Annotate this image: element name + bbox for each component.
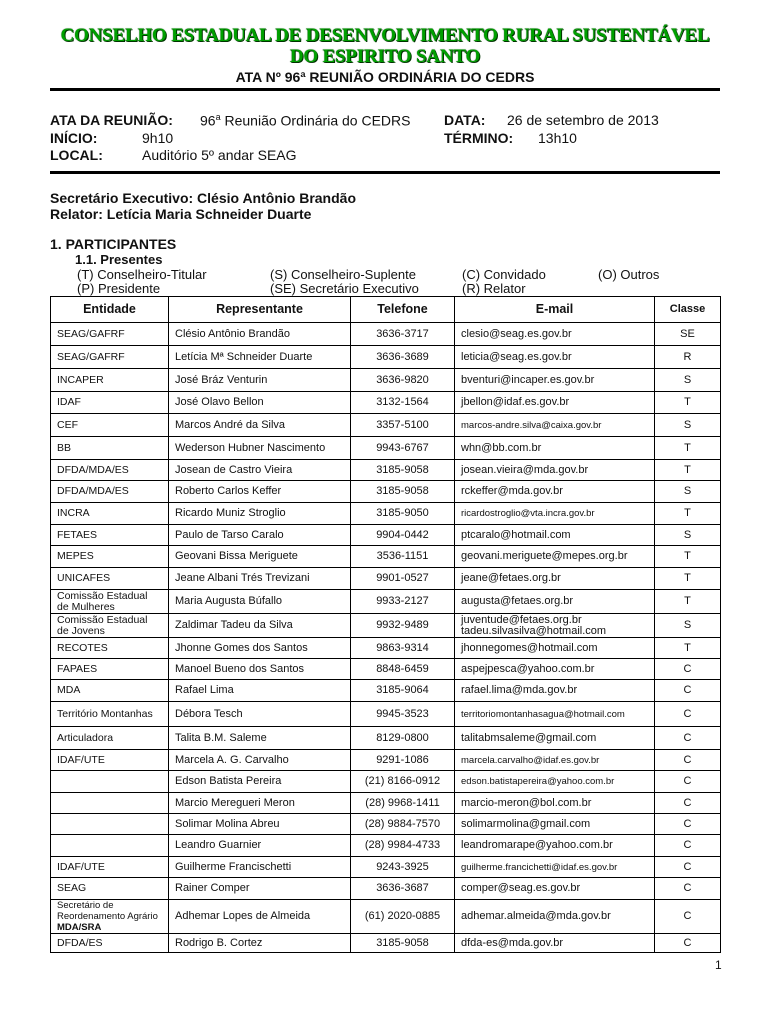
cell-entidade: FETAES (51, 525, 169, 546)
cell-entidade: Território Montanhas (51, 702, 169, 727)
cell-representante: Roberto Carlos Keffer (169, 481, 351, 503)
table-row (51, 392, 721, 414)
table-row (51, 590, 721, 614)
cell-entidade: SEAG/GAFRF (51, 323, 169, 346)
cell-email: ricardostroglio@vta.incra.gov.br (455, 503, 655, 525)
table-row (51, 793, 721, 814)
cell-classe: C (655, 659, 721, 680)
cell-email: jbellon@idaf.es.gov.br (455, 392, 655, 414)
termino-label: TÉRMINO: (444, 130, 514, 146)
cell-classe: C (655, 934, 721, 953)
cell-entidade: IDAF/UTE (51, 857, 169, 878)
cell-telefone: 3185-9058 (351, 934, 455, 953)
cell-email-line1: juventude@fetaes.org.br (461, 613, 582, 626)
table-row (51, 638, 721, 659)
table-row (51, 503, 721, 525)
cell-email: talitabmsaleme@gmail.com (455, 727, 655, 750)
cell-telefone: (28) 9884-7570 (351, 814, 455, 835)
data-value: 26 de setembro de 2013 (507, 112, 659, 128)
section-subheading: 1.1. Presentes (75, 252, 163, 267)
cell-classe: S (655, 525, 721, 546)
cell-representante: Marcos André da Silva (169, 414, 351, 437)
cell-representante: Ricardo Muniz Stroglio (169, 503, 351, 525)
cell-classe: C (655, 771, 721, 793)
cell-email: josean.vieira@mda.gov.br (455, 460, 655, 481)
cell-representante: José Olavo Bellon (169, 392, 351, 414)
table-row (51, 900, 721, 934)
cell-telefone: 3536-1151 (351, 546, 455, 568)
cell-entidade: IDAF/UTE (51, 750, 169, 771)
table-row (51, 481, 721, 503)
cell-classe: S (655, 614, 721, 638)
cell-entidade-text: Secretário de Reordenamento Agrário (57, 900, 158, 922)
table-row (51, 835, 721, 857)
cell-classe: T (655, 590, 721, 614)
cell-classe: S (655, 369, 721, 392)
cell-classe: SE (655, 323, 721, 346)
table-row (51, 369, 721, 392)
legend-outros: (O) Outros (598, 267, 660, 282)
header-telefone: Telefone (351, 297, 455, 323)
cell-representante: Josean de Castro Vieira (169, 460, 351, 481)
legend-presidente: (P) Presidente (77, 281, 161, 296)
cell-email: leticia@seag.es.gov.br (455, 346, 655, 369)
cell-email: guilherme.francichetti@idaf.es.gov.br (455, 857, 655, 878)
table-row (51, 878, 721, 900)
cell-telefone: 9904-0442 (351, 525, 455, 546)
local-label: LOCAL: (50, 147, 103, 163)
cell-telefone: 3357-5100 (351, 414, 455, 437)
cell-email: rckeffer@mda.gov.br (455, 481, 655, 503)
cell-entidade: DFDA/ES (51, 934, 169, 953)
table-row (51, 750, 721, 771)
cell-entidade: RECOTES (51, 638, 169, 659)
cell-representante: Débora Tesch (169, 702, 351, 727)
cell-telefone: 3636-3687 (351, 878, 455, 900)
table-row (51, 614, 721, 638)
cell-email (455, 614, 655, 638)
cell-entidade: Comissão Estadual de Mulheres (51, 590, 169, 614)
cell-entidade-bold: MDA/SRA (57, 922, 102, 933)
section-heading: 1. PARTICIPANTES (50, 236, 177, 252)
table-row (51, 460, 721, 481)
cell-representante: Marcela A. G. Carvalho (169, 750, 351, 771)
cell-email: aspejpesca@yahoo.com.br (455, 659, 655, 680)
table-row (51, 727, 721, 750)
cell-telefone: 3132-1564 (351, 392, 455, 414)
cell-telefone: 9291-1086 (351, 750, 455, 771)
participants-table (50, 296, 721, 953)
cell-email: bventuri@incaper.es.gov.br (455, 369, 655, 392)
cell-classe: C (655, 793, 721, 814)
cell-representante: Zaldimar Tadeu da Silva (169, 614, 351, 638)
cell-classe: C (655, 727, 721, 750)
cell-email: territoriomontanhasagua@hotmail.com (455, 702, 655, 727)
cell-representante: Manoel Bueno dos Santos (169, 659, 351, 680)
cell-email: jhonnegomes@hotmail.com (455, 638, 655, 659)
ata-value: 96$^a$ Reunião Ordinária do CEDRS (200, 112, 411, 129)
table-row (51, 680, 721, 702)
cell-email: adhemar.almeida@mda.gov.br (455, 900, 655, 934)
cell-representante: Geovani Bissa Meriguete (169, 546, 351, 568)
cell-email: rafael.lima@mda.gov.br (455, 680, 655, 702)
cell-representante: Rodrigo B. Cortez (169, 934, 351, 953)
cell-email: leandromarape@yahoo.com.br (455, 835, 655, 857)
cell-representante: Letícia Mª Schneider Duarte (169, 346, 351, 369)
cell-telefone: 3636-3689 (351, 346, 455, 369)
table-row (51, 525, 721, 546)
cell-entidade: DFDA/MDA/ES (51, 481, 169, 503)
cell-classe: C (655, 835, 721, 857)
cell-classe: R (655, 346, 721, 369)
legend-convidado: (C) Convidado (462, 267, 546, 282)
cell-entidade: SEAG (51, 878, 169, 900)
cell-classe: C (655, 680, 721, 702)
cell-entidade (51, 835, 169, 857)
table-row (51, 702, 721, 727)
cell-entidade: SEAG/GAFRF (51, 346, 169, 369)
cell-telefone: 8129-0800 (351, 727, 455, 750)
cell-representante: Marcio Meregueri Meron (169, 793, 351, 814)
table-row (51, 771, 721, 793)
cell-representante: Jhonne Gomes dos Santos (169, 638, 351, 659)
cell-entidade: DFDA/MDA/ES (51, 460, 169, 481)
cell-telefone: 3636-3717 (351, 323, 455, 346)
cell-entidade: CEF (51, 414, 169, 437)
secretario-line: Secretário Executivo: Clésio Antônio Brandão (50, 190, 356, 206)
cell-telefone: 9243-3925 (351, 857, 455, 878)
cell-email: geovani.meriguete@mepes.org.br (455, 546, 655, 568)
cell-classe: C (655, 900, 721, 934)
cell-representante: Wederson Hubner Nascimento (169, 437, 351, 460)
cell-representante: Guilherme Francischetti (169, 857, 351, 878)
cell-representante: Adhemar Lopes de Almeida (169, 900, 351, 934)
table-row (51, 934, 721, 953)
legend-titular: (T) Conselheiro-Titular (77, 267, 207, 282)
cell-entidade: BB (51, 437, 169, 460)
cell-email: comper@seag.es.gov.br (455, 878, 655, 900)
table-row (51, 568, 721, 590)
cell-entidade: UNICAFES (51, 568, 169, 590)
cell-telefone: 3185-9064 (351, 680, 455, 702)
council-title-line2: DO ESPIRITO SANTO (289, 46, 481, 67)
table-row (51, 346, 721, 369)
inicio-label: INÍCIO: (50, 130, 98, 146)
cell-telefone: (61) 2020-0885 (351, 900, 455, 934)
cell-entidade: Articuladora (51, 727, 169, 750)
cell-entidade: MEPES (51, 546, 169, 568)
cell-telefone: (28) 9968-1411 (351, 793, 455, 814)
cell-email: solimarmolina@gmail.com (455, 814, 655, 835)
local-value: Auditório 5º andar SEAG (142, 147, 297, 163)
cell-representante: José Bráz Venturin (169, 369, 351, 392)
header-entidade: Entidade (51, 297, 169, 323)
cell-email: whn@bb.com.br (455, 437, 655, 460)
cell-telefone: (21) 8166-0912 (351, 771, 455, 793)
cell-telefone: 3185-9050 (351, 503, 455, 525)
table-row (51, 814, 721, 835)
cell-entidade: INCRA (51, 503, 169, 525)
cell-telefone: 9863-9314 (351, 638, 455, 659)
inicio-value: 9h10 (142, 130, 174, 146)
relator-line: Relator: Letícia Maria Schneider Duarte (50, 206, 312, 222)
table-header-row (51, 297, 721, 323)
legend-suplente: (S) Conselheiro-Suplente (270, 267, 416, 282)
cell-classe: T (655, 460, 721, 481)
document-subtitle: ATA Nº 96ª REUNIÃO ORDINÁRIA DO CEDRS (235, 69, 535, 85)
cell-classe: S (655, 481, 721, 503)
cell-representante: Paulo de Tarso Caralo (169, 525, 351, 546)
header-divider (50, 88, 720, 91)
cell-email: jeane@fetaes.org.br (455, 568, 655, 590)
cell-telefone: 8848-6459 (351, 659, 455, 680)
table-row (51, 323, 721, 346)
cell-classe: S (655, 414, 721, 437)
ata-label: ATA DA REUNIÃO: (50, 112, 173, 128)
cell-classe: C (655, 878, 721, 900)
cell-entidade (51, 771, 169, 793)
cell-representante: Solimar Molina Abreu (169, 814, 351, 835)
cell-classe: C (655, 814, 721, 835)
cell-entidade: Comissão Estadual de Jovens (51, 614, 169, 638)
cell-classe: C (655, 750, 721, 771)
data-label: DATA: (444, 112, 486, 128)
cell-representante: Leandro Guarnier (169, 835, 351, 857)
cell-email: augusta@fetaes.org.br (455, 590, 655, 614)
cell-telefone: 3185-9058 (351, 460, 455, 481)
cell-telefone: 9943-6767 (351, 437, 455, 460)
cell-entidade (51, 900, 169, 934)
cell-representante: Jeane Albani Trés Trevizani (169, 568, 351, 590)
page-number: 1 (715, 958, 722, 972)
cell-entidade: INCAPER (51, 369, 169, 392)
table-row (51, 659, 721, 680)
table-row (51, 857, 721, 878)
cell-classe: T (655, 437, 721, 460)
cell-classe: T (655, 392, 721, 414)
cell-telefone: 9945-3523 (351, 702, 455, 727)
cell-classe: C (655, 702, 721, 727)
cell-email: edson.batistapereira@yahoo.com.br (455, 771, 655, 793)
cell-entidade (51, 793, 169, 814)
cell-classe: T (655, 568, 721, 590)
meeting-divider (50, 171, 720, 174)
header-classe: Classe (655, 297, 721, 323)
cell-entidade: IDAF (51, 392, 169, 414)
cell-classe: T (655, 503, 721, 525)
legend-secretario: (SE) Secretário Executivo (270, 281, 419, 296)
table-row (51, 437, 721, 460)
cell-classe: T (655, 546, 721, 568)
cell-representante: Talita B.M. Saleme (169, 727, 351, 750)
cell-telefone: 9901-0527 (351, 568, 455, 590)
cell-email-line2: tadeu.silvasilva@hotmail.com (461, 624, 607, 637)
cell-telefone: (28) 9984-4733 (351, 835, 455, 857)
cell-representante: Edson Batista Pereira (169, 771, 351, 793)
cell-telefone: 3636-9820 (351, 369, 455, 392)
header-email: E-mail (455, 297, 655, 323)
table-row (51, 414, 721, 437)
cell-entidade (51, 814, 169, 835)
legend-relator: (R) Relator (462, 281, 526, 296)
header-representante: Representante (169, 297, 351, 323)
cell-representante: Rafael Lima (169, 680, 351, 702)
cell-email: marcio-meron@bol.com.br (455, 793, 655, 814)
cell-email: dfda-es@mda.gov.br (455, 934, 655, 953)
cell-email: ptcaralo@hotmail.com (455, 525, 655, 546)
cell-email: marcos-andre.silva@caixa.gov.br (455, 414, 655, 437)
cell-representante: Clésio Antônio Brandão (169, 323, 351, 346)
cell-email: marcela.carvalho@idaf.es.gov.br (455, 750, 655, 771)
cell-classe: C (655, 857, 721, 878)
council-title-line1: CONSELHO ESTADUAL DE DESENVOLVIMENTO RURAL SUSTENTÁVEL (60, 25, 710, 46)
cell-telefone: 9932-9489 (351, 614, 455, 638)
termino-value: 13h10 (538, 130, 577, 146)
cell-email: clesio@seag.es.gov.br (455, 323, 655, 346)
cell-representante: Maria Augusta Búfallo (169, 590, 351, 614)
table-row (51, 546, 721, 568)
cell-representante: Rainer Comper (169, 878, 351, 900)
cell-classe: T (655, 638, 721, 659)
cell-entidade: MDA (51, 680, 169, 702)
cell-entidade: FAPAES (51, 659, 169, 680)
cell-telefone: 9933-2127 (351, 590, 455, 614)
cell-telefone: 3185-9058 (351, 481, 455, 503)
